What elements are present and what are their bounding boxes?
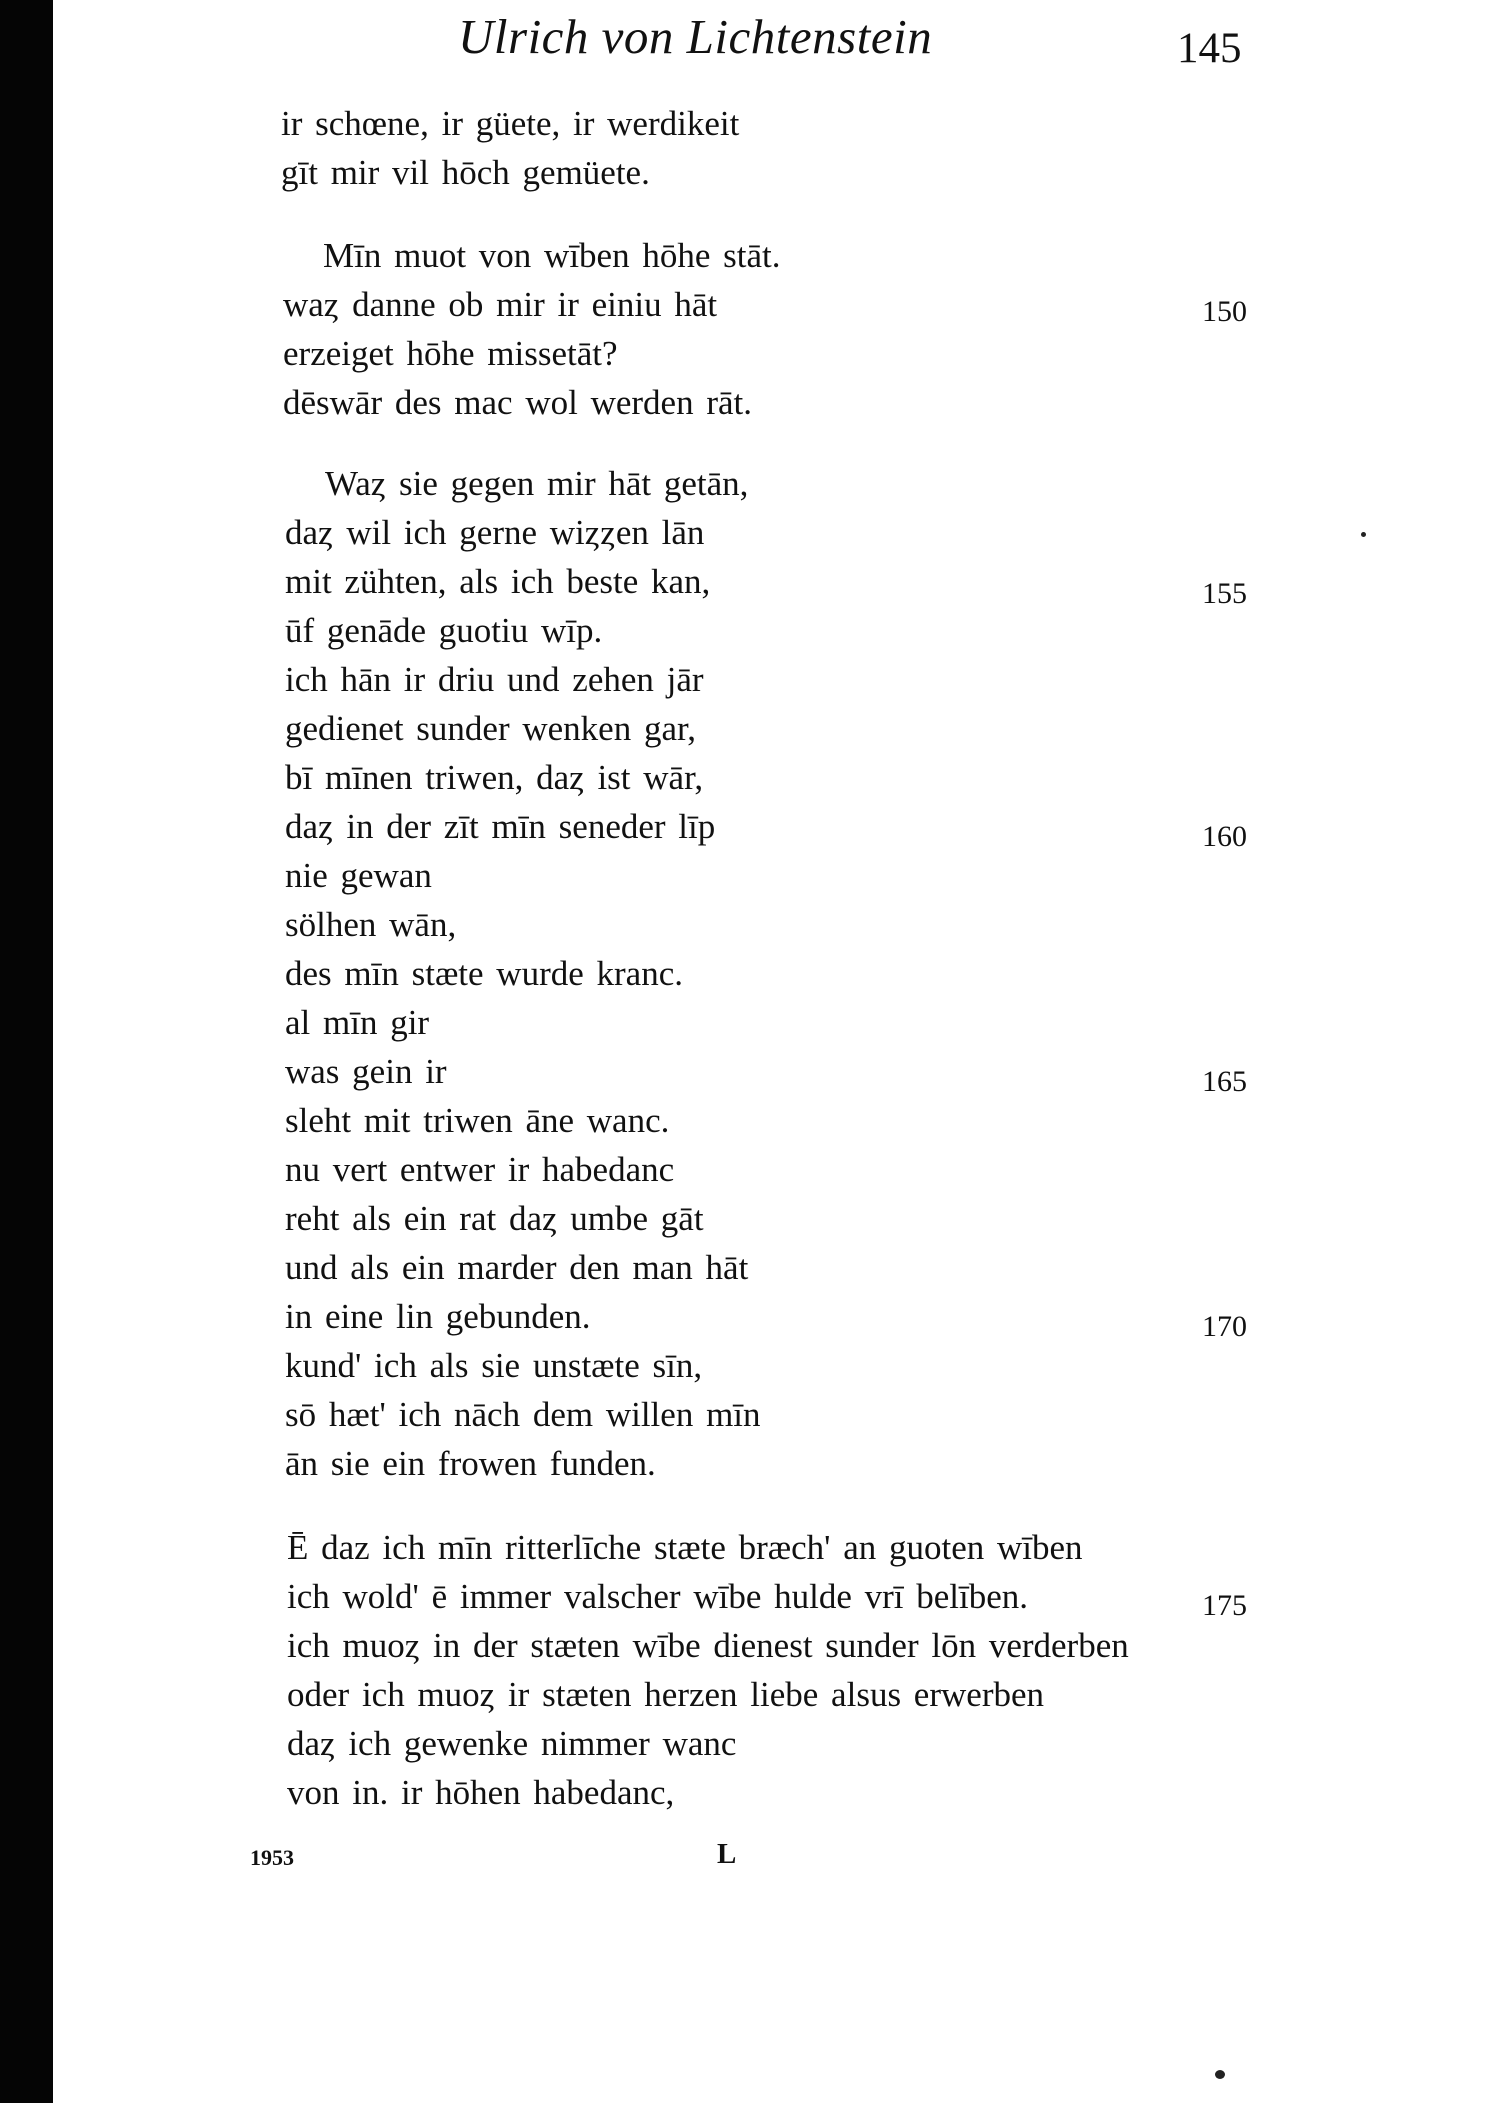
verse-line: sō hæt' ich nāch dem willen mīn (285, 1395, 761, 1434)
verse-line: Ē daz ich mīn ritterlīche stæte bræch' an guoten wīben (287, 1528, 1083, 1567)
verse-line: ir schœne, ir güete, ir werdikeit (281, 104, 740, 143)
verse-line: ich muoȥ in der stæten wībe dienest sunder lōn verderben (287, 1626, 1129, 1665)
verse-line: des mīn stæte wurde kranc. (285, 954, 683, 993)
verse-line: ich hān ir driu und zehen jār (285, 660, 704, 699)
line-number: 155 (1202, 577, 1247, 610)
verse-line: Waȥ sie gegen mir hāt getān, (325, 464, 749, 503)
verse-line: gīt mir vil hōch gemüete. (281, 153, 650, 192)
verse-line: reht als ein rat daȥ umbe gāt (285, 1199, 704, 1238)
verse-line: nie gewan (285, 856, 432, 895)
line-number: 175 (1202, 1589, 1247, 1622)
verse-line: in eine lin gebunden. (285, 1297, 591, 1336)
verse-line: daȥ wil ich gerne wiȥȥen lān (285, 513, 705, 552)
verse-line: daȥ in der zīt mīn seneder līp (285, 807, 716, 846)
line-number: 150 (1202, 295, 1247, 328)
verse-line: von in. ir hōhen habedanc, (287, 1773, 675, 1812)
page-number: 145 (1177, 25, 1242, 72)
verse-line: al mīn gir (285, 1003, 430, 1042)
line-number: 165 (1202, 1065, 1247, 1098)
print-speck (1215, 2070, 1225, 2079)
line-number: 170 (1202, 1310, 1247, 1343)
verse-line: mit zühten, als ich beste kan, (285, 562, 711, 601)
verse-line: erzeiget hōhe missetāt? (283, 334, 618, 373)
verse-line: daȥ ich gewenke nimmer wanc (287, 1724, 737, 1763)
verse-line: ich wold' ē immer valscher wībe hulde vrī belīben. (287, 1577, 1029, 1616)
verse-line: sölhen wān, (285, 905, 457, 944)
verse-line: oder ich muoȥ ir stæten herzen liebe alsus erwerben (287, 1675, 1045, 1714)
verse-line: nu vert entwer ir habedanc (285, 1150, 675, 1189)
running-head-title: Ulrich von Lichtenstein (458, 9, 933, 64)
verse-line: ān sie ein frowen funden. (285, 1444, 656, 1483)
verse-line: ūf genāde guotiu wīp. (285, 611, 603, 650)
verse-line: sleht mit triwen āne wanc. (285, 1101, 670, 1140)
signature-letter: L (717, 1838, 737, 1870)
verse-line: und als ein marder den man hāt (285, 1248, 749, 1287)
signature-number: 1953 (250, 1845, 294, 1870)
print-speck (1361, 532, 1366, 537)
verse-line: Mīn muot von wīben hōhe stāt. (323, 236, 781, 275)
verse-line: was gein ir (285, 1052, 447, 1091)
verse-line: gedienet sunder wenken gar, (285, 709, 696, 748)
verse-line: dēswār des mac wol werden rāt. (283, 383, 752, 422)
verse-line: waȥ danne ob mir ir einiu hāt (283, 285, 718, 324)
verse-line: kund' ich als sie unstæte sīn, (285, 1346, 703, 1385)
line-number: 160 (1202, 820, 1247, 853)
verse-line: bī mīnen triwen, daȥ ist wār, (285, 758, 704, 797)
